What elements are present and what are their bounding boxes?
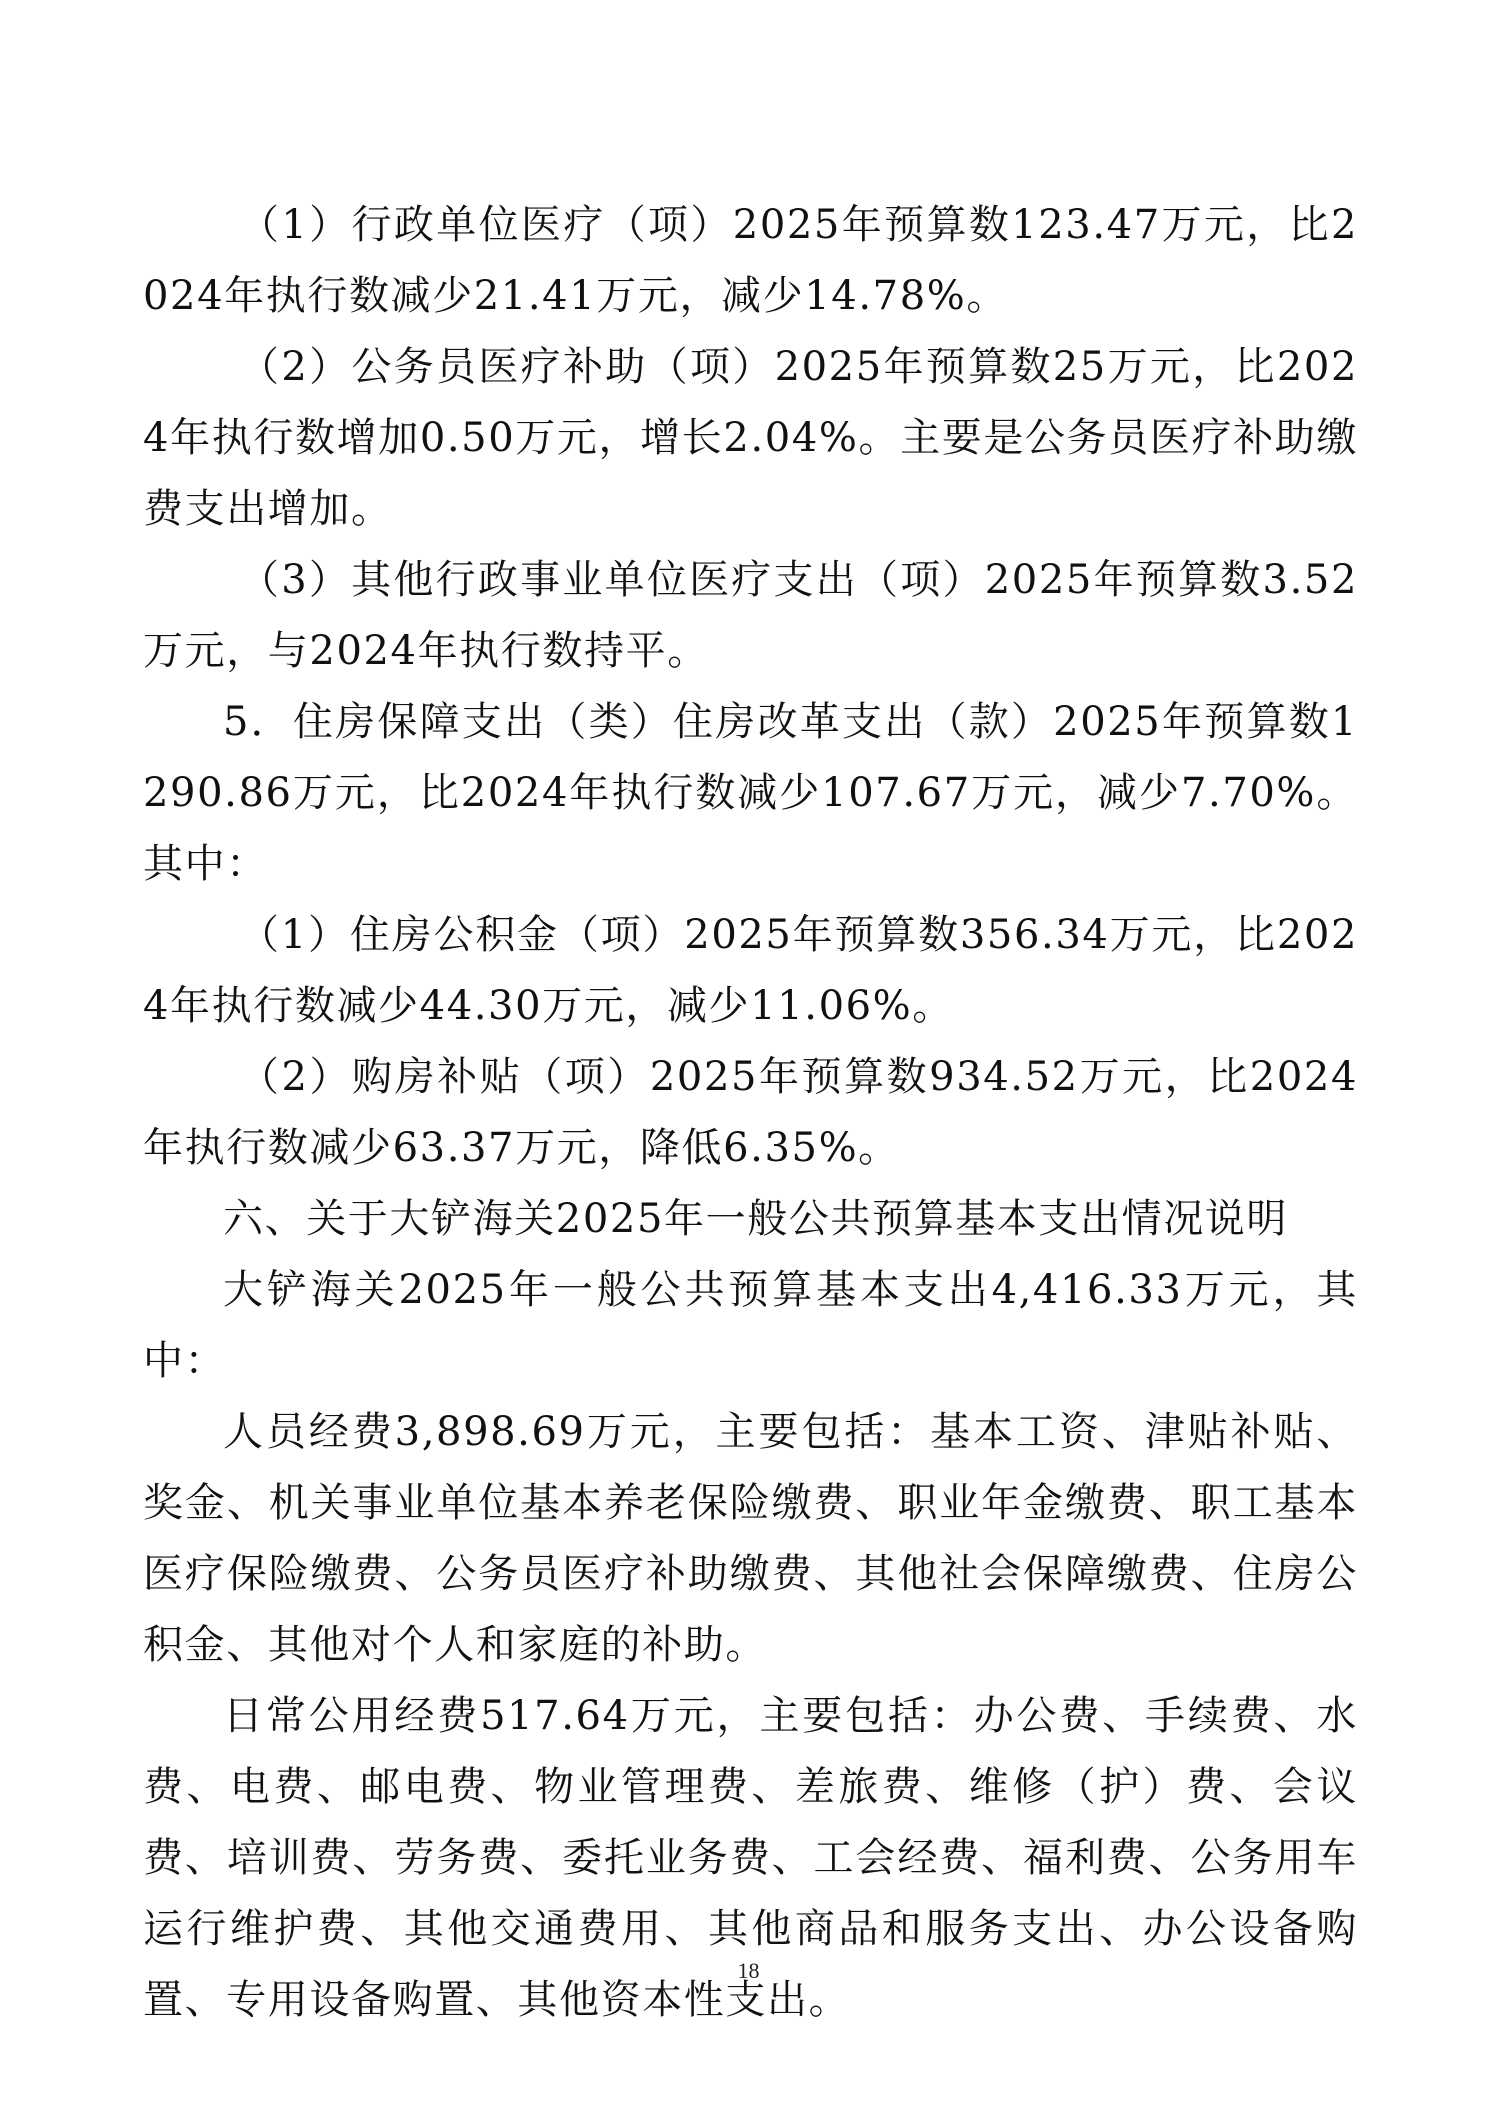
paragraph-public-expenses: 日常公用经费517.64万元，主要包括：办公费、手续费、水费、电费、邮电费、物业管理费、差旅费、维修（护）费、会议费、培训费、劳务费、委托业务费、工会经费、福利费、公务用车运行维护费、其他交通费用、其他商品和服务支出、办公设备购置、专用设备购置、其他资本性支出。 — [143, 1693, 1358, 2023]
paragraph-other-medical: （3）其他行政事业单位医疗支出（项）2025年预算数3.52万元，与2024年执行数持平。 — [143, 557, 1358, 674]
paragraph-civil-servant-medical-subsidy: （2）公务员医疗补助（项）2025年预算数25万元，比2024年执行数增加0.50万元，增长2.04%。主要是公务员医疗补助缴费支出增加。 — [143, 344, 1358, 532]
page-number: 18 — [737, 1958, 760, 1983]
paragraph-basic-expenditure-total: 大铲海关2025年一般公共预算基本支出4,416.33万元，其中： — [143, 1267, 1358, 1384]
paragraph-personnel-expenses: 人员经费3,898.69万元，主要包括：基本工资、津贴补贴、奖金、机关事业单位基本养老保险缴费、职业年金缴费、职工基本医疗保险缴费、公务员医疗补助缴费、其他社会保障缴费、住房公积金、其他对个人和家庭的补助。 — [143, 1409, 1358, 1668]
section-heading-basic-expenditure: 六、关于大铲海关2025年一般公共预算基本支出情况说明 — [223, 1196, 1288, 1242]
paragraph-admin-medical: （1）行政单位医疗（项）2025年预算数123.47万元，比2024年执行数减少21.41万元，减少14.78%。 — [143, 202, 1358, 319]
paragraph-housing-subsidy: （2）购房补贴（项）2025年预算数934.52万元，比2024年执行数减少63.37万元，降低6.35%。 — [143, 1054, 1358, 1171]
paragraph-housing-security: 5．住房保障支出（类）住房改革支出（款）2025年预算数1290.86万元，比2024年执行数减少107.67万元，减少7.70%。其中： — [143, 699, 1358, 887]
document-body — [143, 190, 1358, 2036]
paragraph-housing-fund: （1）住房公积金（项）2025年预算数356.34万元，比2024年执行数减少44.30万元，减少11.06%。 — [143, 912, 1358, 1029]
